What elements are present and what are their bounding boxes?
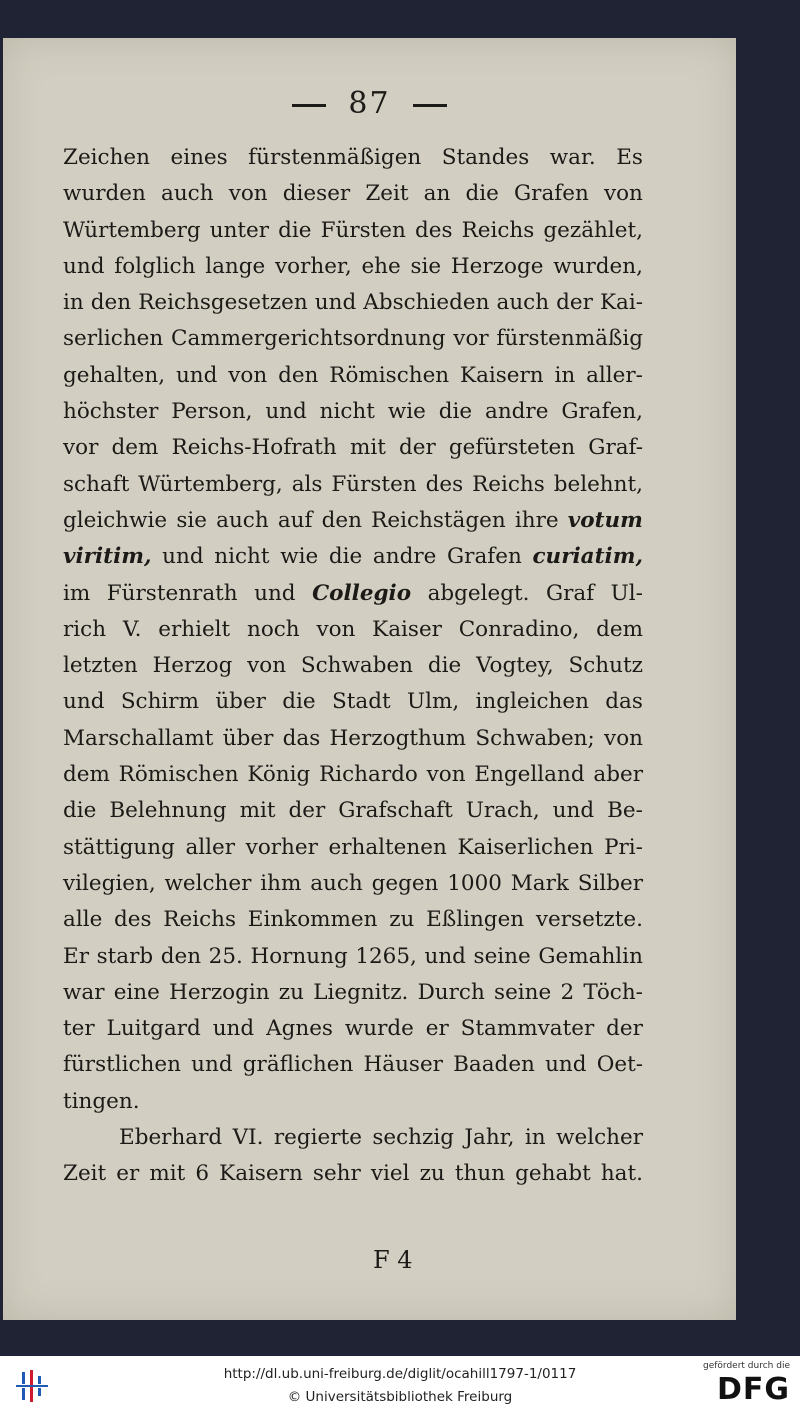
text-word: serlichen xyxy=(63,326,164,352)
page-body-text xyxy=(63,140,643,1193)
text-word: dem xyxy=(111,435,159,461)
text-word: den xyxy=(321,507,362,533)
text-line xyxy=(63,866,643,902)
text-word: votum xyxy=(567,507,643,533)
text-word: Kaisern xyxy=(219,1161,303,1187)
text-word: Grafen xyxy=(514,181,589,207)
text-word: sehr xyxy=(312,1161,361,1187)
text-word: dem xyxy=(596,616,643,642)
text-word: vilegien, xyxy=(63,870,156,896)
text-word: Eberhard xyxy=(119,1125,223,1151)
text-word: von xyxy=(228,181,268,207)
text-word: war xyxy=(63,979,105,1005)
text-word: Reichs xyxy=(461,217,535,243)
text-word: die xyxy=(438,399,473,425)
text-word: und xyxy=(63,253,105,279)
text-word: 25. xyxy=(208,943,243,969)
text-word: welcher xyxy=(164,870,252,896)
text-word: in xyxy=(554,362,576,388)
text-line xyxy=(63,430,643,466)
text-word: schaft xyxy=(63,471,130,497)
text-word: Zeit xyxy=(365,181,409,207)
text-word: Stammvater xyxy=(460,1016,595,1042)
text-word: ihm xyxy=(260,870,302,896)
text-word: Cammergerichtsordnung xyxy=(171,326,446,352)
text-word: Er xyxy=(63,943,89,969)
text-word: Es xyxy=(616,145,643,170)
text-line xyxy=(63,939,643,975)
text-word: Schutz xyxy=(568,653,643,679)
text-word: die xyxy=(282,689,316,715)
text-word: Herzogin xyxy=(169,979,270,1005)
text-word: und xyxy=(552,798,595,824)
text-word: dieser xyxy=(282,181,351,207)
text-line xyxy=(63,140,643,176)
text-word: Gemahlin xyxy=(538,943,643,969)
text-line xyxy=(63,358,643,394)
text-word: erhielt xyxy=(158,616,231,642)
text-word: nicht xyxy=(319,399,375,425)
text-word: Zeit xyxy=(63,1161,107,1187)
text-word: von xyxy=(316,616,356,642)
text-line xyxy=(63,1084,643,1120)
text-word: sechzig xyxy=(372,1125,454,1151)
text-word: aller xyxy=(185,834,236,860)
text-word: viel xyxy=(370,1161,410,1187)
text-word: Baaden xyxy=(453,1052,535,1078)
text-word: welcher xyxy=(556,1125,643,1151)
text-word: folglich xyxy=(114,253,196,279)
text-word: Kaiser xyxy=(372,616,442,642)
text-word: curiatim, xyxy=(532,544,643,570)
text-word: Stadt xyxy=(332,689,391,715)
text-line xyxy=(63,176,643,212)
text-word: Vogtey, xyxy=(475,653,554,679)
text-line xyxy=(63,1156,643,1192)
text-word: auch xyxy=(216,507,269,533)
text-word: Mark xyxy=(510,870,569,896)
text-word: Be- xyxy=(607,798,643,824)
text-word: 1265, xyxy=(355,943,417,969)
text-word: abgelegt. xyxy=(427,580,530,606)
text-word: fürstlichen xyxy=(63,1052,181,1078)
text-line xyxy=(63,467,643,503)
text-word: aller- xyxy=(586,362,643,388)
header-dash-left xyxy=(292,104,326,107)
text-word: regierte xyxy=(273,1125,362,1151)
text-word: belehnt, xyxy=(553,471,643,497)
text-word: über xyxy=(215,689,266,715)
dfg-logo[interactable]: DFG xyxy=(716,1372,790,1407)
text-word: Urach, xyxy=(465,798,540,824)
text-word: gehalten, xyxy=(63,362,166,388)
text-word: Herzog xyxy=(152,653,233,679)
text-word: Grafen, xyxy=(561,399,643,425)
text-word: der xyxy=(606,1016,643,1042)
text-word: Kai- xyxy=(599,290,643,316)
text-word: Römischen xyxy=(118,762,239,788)
text-word: die xyxy=(427,653,462,679)
text-word: Belehnung xyxy=(109,798,227,824)
text-word: seine xyxy=(473,943,531,969)
text-word: Römischen xyxy=(329,362,450,388)
text-word: starb xyxy=(96,943,154,969)
text-word: die xyxy=(63,798,97,824)
text-line xyxy=(63,721,643,757)
text-word: der xyxy=(399,435,436,461)
text-line xyxy=(63,285,643,321)
text-word: Ulm, xyxy=(406,689,460,715)
text-word: mit xyxy=(349,435,386,461)
text-word: auch xyxy=(161,181,214,207)
text-line xyxy=(63,1047,643,1083)
text-word: mit xyxy=(149,1161,186,1187)
text-word: vorher xyxy=(245,834,318,860)
text-word: zu xyxy=(278,979,304,1005)
text-word: Agnes xyxy=(266,1016,333,1042)
text-word: lange xyxy=(205,253,266,279)
text-word: Würtemberg xyxy=(63,217,201,243)
text-word: hat. xyxy=(600,1161,643,1187)
text-word: seine xyxy=(494,979,552,1005)
printer-signature: F 4 xyxy=(373,1246,413,1274)
copyright-notice: © Universitätsbibliothek Freiburg xyxy=(287,1389,513,1405)
text-word: Schwaben; xyxy=(475,725,595,751)
text-word: 6 xyxy=(195,1161,210,1187)
text-word: das xyxy=(605,689,643,715)
text-word: der xyxy=(556,290,593,316)
text-word: nicht xyxy=(214,544,270,570)
text-word: Hornung xyxy=(250,943,348,969)
text-word: ter xyxy=(63,1016,95,1042)
text-word: Reichstägen xyxy=(371,507,506,533)
text-word: letzten xyxy=(63,653,138,679)
text-word: des xyxy=(414,217,453,243)
text-word: rich xyxy=(63,616,107,642)
text-word: von xyxy=(247,653,287,679)
text-line xyxy=(63,1011,643,1047)
text-word: den xyxy=(160,943,202,969)
text-word: Conradino, xyxy=(458,616,580,642)
text-word: in xyxy=(524,1125,546,1151)
text-line xyxy=(63,684,643,720)
text-word: Person, xyxy=(171,399,253,425)
text-word: Eßlingen xyxy=(426,907,525,933)
text-line xyxy=(63,249,643,285)
text-word: des xyxy=(114,907,152,933)
text-word: sie xyxy=(410,253,442,279)
text-word: Ul- xyxy=(610,580,643,606)
text-word: eines xyxy=(170,145,228,170)
text-word: Fürstenrath xyxy=(106,580,238,606)
text-word: von xyxy=(228,362,268,388)
text-word: war. xyxy=(549,145,596,170)
text-word: gezählet, xyxy=(543,217,643,243)
text-word: Collegio xyxy=(312,580,412,606)
text-word: das xyxy=(282,725,321,751)
text-word: Häuser xyxy=(363,1052,443,1078)
text-word: den xyxy=(278,362,319,388)
text-word: aber xyxy=(593,762,643,788)
text-word: tingen. xyxy=(63,1088,140,1114)
text-line xyxy=(63,830,643,866)
text-word: des xyxy=(425,471,464,497)
text-line xyxy=(63,539,643,575)
text-word: wurde xyxy=(344,1016,414,1042)
text-word: zu xyxy=(419,1161,445,1187)
text-word: und xyxy=(212,1016,255,1042)
text-word: Fürsten xyxy=(320,217,406,243)
text-word: gleichwie xyxy=(63,507,168,533)
text-word: thun xyxy=(454,1161,506,1187)
footer-bar xyxy=(0,1356,800,1414)
text-word: ihre xyxy=(514,507,559,533)
text-word: Abschieden xyxy=(363,290,490,316)
text-word: und xyxy=(191,1052,233,1078)
book-page xyxy=(3,38,736,1320)
text-word: gefürsteten xyxy=(448,435,576,461)
text-word: noch xyxy=(246,616,300,642)
text-word: Liegnitz. xyxy=(313,979,409,1005)
text-word: Engelland xyxy=(474,762,585,788)
text-line xyxy=(63,648,643,684)
text-word: Töch- xyxy=(583,979,643,1005)
text-word: vor xyxy=(63,435,99,461)
text-line xyxy=(63,757,643,793)
text-word: unter xyxy=(209,217,270,243)
text-word: 2 xyxy=(560,979,575,1005)
text-word: Kaisern xyxy=(460,362,544,388)
text-word: mit xyxy=(239,798,276,824)
text-word: auf xyxy=(277,507,313,533)
text-word: und xyxy=(63,689,105,715)
text-word: Fürsten xyxy=(331,471,417,497)
funding-note: gefördert durch die xyxy=(703,1361,790,1371)
text-word: in xyxy=(63,290,84,316)
document-url-link[interactable]: http://dl.ub.uni-freiburg.de/diglit/ocahill1797-1/0117 xyxy=(223,1366,577,1382)
text-word: Herzoge xyxy=(450,253,544,279)
text-line xyxy=(63,612,643,648)
text-word: VI. xyxy=(232,1125,264,1151)
text-word: Reichsgesetzen xyxy=(138,290,308,316)
text-word: wurden xyxy=(63,181,146,207)
text-word: Grafschaft xyxy=(338,798,453,824)
text-word: und xyxy=(424,943,466,969)
text-word: Durch xyxy=(417,979,485,1005)
text-word: dem xyxy=(63,762,110,788)
text-word: andre xyxy=(485,399,549,425)
text-word: andre xyxy=(372,544,437,570)
text-word: Reichs xyxy=(163,907,237,933)
text-word: Schirm xyxy=(120,689,199,715)
text-word: zu xyxy=(389,907,415,933)
text-word: Reichs-Hofrath xyxy=(171,435,337,461)
text-word: die xyxy=(328,544,363,570)
text-word: Graf- xyxy=(588,435,643,461)
text-word: gegen xyxy=(371,870,439,896)
text-word: von xyxy=(426,762,466,788)
text-word: und xyxy=(265,399,307,425)
text-word: vor xyxy=(453,326,489,352)
text-word: wurden, xyxy=(553,253,643,279)
text-word: Richardo xyxy=(319,762,418,788)
text-word: gräflichen xyxy=(242,1052,354,1078)
text-word: im xyxy=(63,580,91,606)
text-word: König xyxy=(247,762,311,788)
text-word: der xyxy=(288,798,326,824)
text-word: Schwaben xyxy=(300,653,414,679)
text-word: alle xyxy=(63,907,103,933)
text-word: stättigung xyxy=(63,834,175,860)
text-word: von xyxy=(604,725,643,751)
text-word: fürstenmäßigen xyxy=(248,145,422,170)
text-word: eine xyxy=(113,979,160,1005)
text-word: sie xyxy=(176,507,207,533)
text-word: Einkommen xyxy=(247,907,378,933)
text-word: Luitgard xyxy=(106,1016,201,1042)
text-word: wie xyxy=(387,399,426,425)
text-line xyxy=(63,394,643,430)
text-word: wie xyxy=(280,544,319,570)
text-word: vorher, xyxy=(274,253,352,279)
text-word: auch xyxy=(496,290,550,316)
text-word: die xyxy=(465,181,499,207)
text-line xyxy=(63,503,643,539)
text-word: und xyxy=(175,362,218,388)
text-word: höchster xyxy=(63,399,159,425)
text-word: V. xyxy=(122,616,142,642)
text-word: und xyxy=(545,1052,587,1078)
text-word: viritim, xyxy=(63,544,152,570)
text-word: ehe xyxy=(361,253,401,279)
text-word: den xyxy=(90,290,132,316)
text-line xyxy=(63,1120,643,1156)
text-word: von xyxy=(603,181,643,207)
text-line xyxy=(63,321,643,357)
text-word: an xyxy=(423,181,451,207)
text-word: Marschallamt xyxy=(63,725,214,751)
text-word: ingleichen xyxy=(475,689,589,715)
text-word: Graf xyxy=(545,580,595,606)
text-word: Würtemberg, xyxy=(138,471,283,497)
text-word: die xyxy=(278,217,312,243)
text-word: und xyxy=(314,290,357,316)
text-line xyxy=(63,975,643,1011)
text-word: auch xyxy=(310,870,363,896)
text-word: Oet- xyxy=(596,1052,643,1078)
header-dash-right xyxy=(413,104,447,107)
text-word: Jahr, xyxy=(464,1125,515,1151)
text-word: fürstenmäßig xyxy=(496,326,643,352)
text-word: über xyxy=(222,725,274,751)
text-word: Grafen xyxy=(447,544,522,570)
text-word: Silber xyxy=(577,870,643,896)
page-header xyxy=(3,86,736,121)
text-line xyxy=(63,213,643,249)
page-number: 87 xyxy=(348,86,391,121)
text-line xyxy=(63,902,643,938)
text-word: versetzte. xyxy=(535,907,643,933)
text-line xyxy=(63,793,643,829)
text-word: und xyxy=(162,544,204,570)
text-word: Standes xyxy=(441,145,530,170)
text-word: gehabt xyxy=(515,1161,591,1187)
text-word: Reichs xyxy=(472,471,545,497)
text-word: Herzogthum xyxy=(329,725,467,751)
text-word: als xyxy=(291,471,323,497)
text-word: er xyxy=(425,1016,449,1042)
text-word: 1000 xyxy=(447,870,502,896)
text-word: Zeichen xyxy=(63,145,150,170)
text-word: und xyxy=(254,580,296,606)
text-word: Kaiserlichen xyxy=(457,834,594,860)
text-word: Pri- xyxy=(604,834,643,860)
text-line xyxy=(63,576,643,612)
text-word: erhaltenen xyxy=(328,834,447,860)
text-word: er xyxy=(116,1161,140,1187)
